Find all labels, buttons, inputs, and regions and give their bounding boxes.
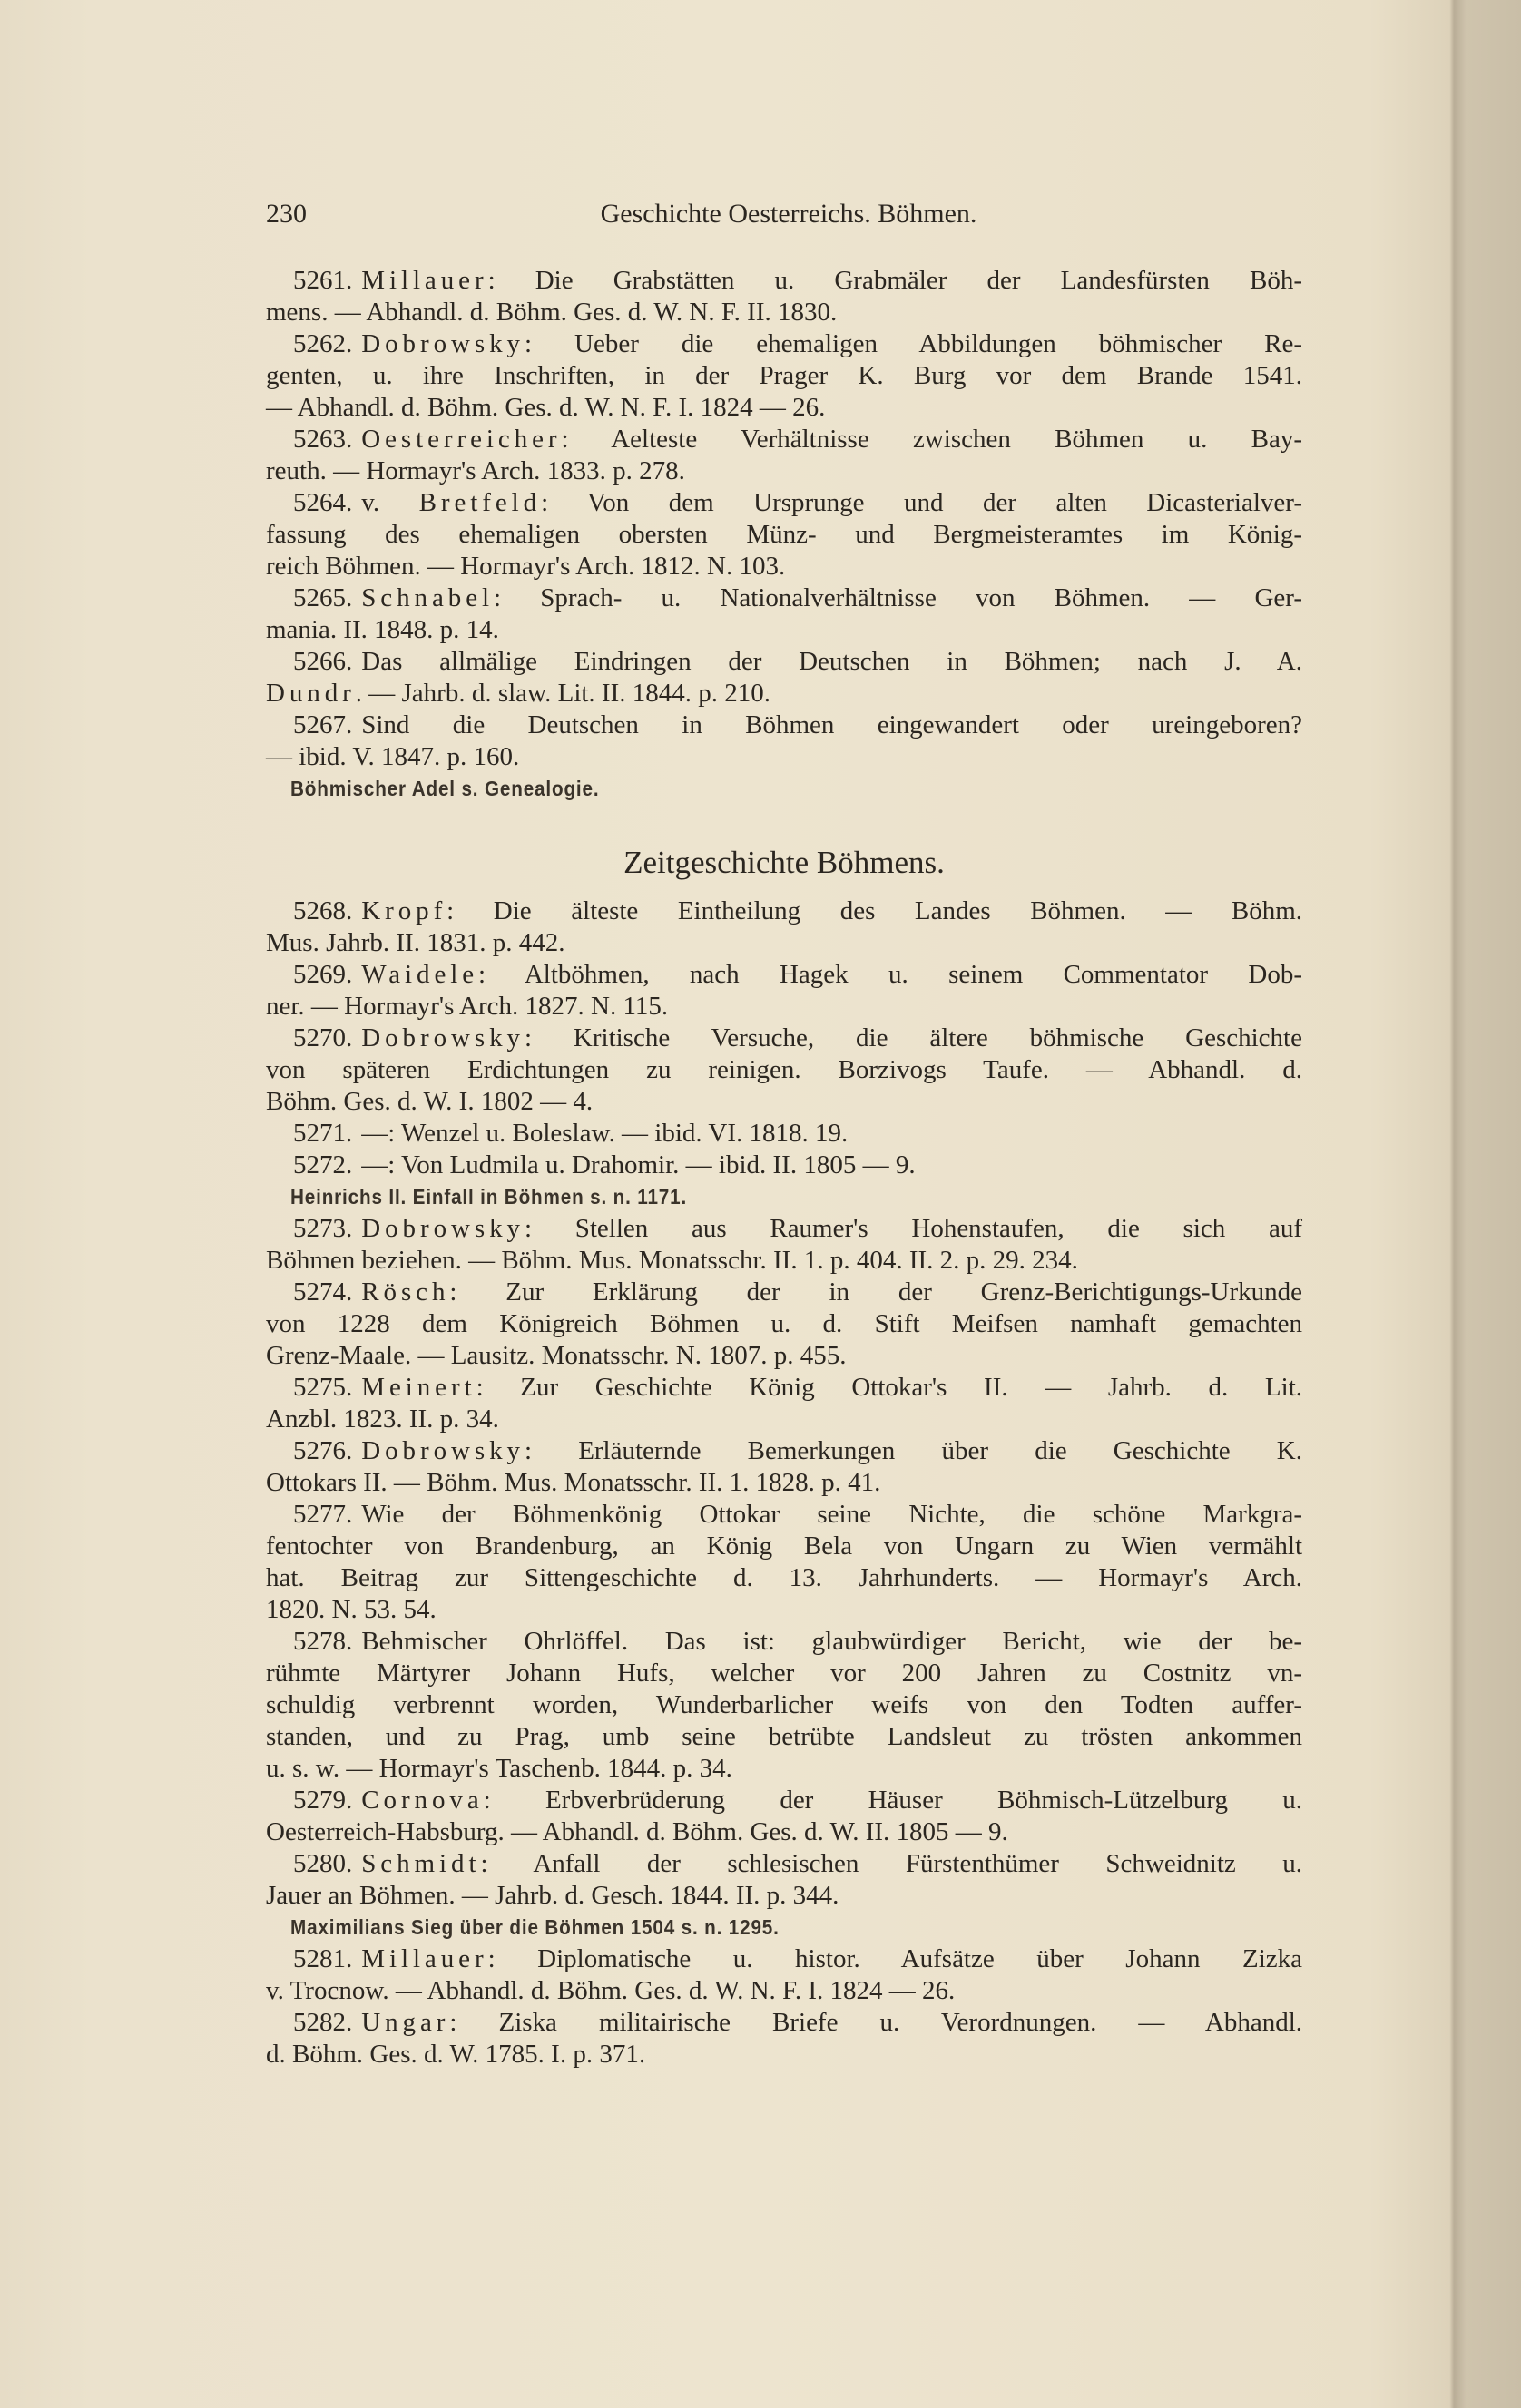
author-name: Schmidt bbox=[361, 1849, 481, 1878]
entry-line bbox=[266, 1404, 1302, 1435]
entry-text: Jauer an Böhmen. — Jahrb. d. Gesch. 1844. II. p. 344. bbox=[266, 1881, 839, 1910]
entry-text: von späteren Erdichtungen zu reinigen. Borzivogs Taufe. — Abhandl. d. bbox=[266, 1055, 1302, 1084]
entry-line bbox=[266, 1340, 1302, 1372]
entry-line bbox=[266, 741, 1302, 773]
author-name: Millauer bbox=[361, 1944, 488, 1973]
entry-text: — ibid. V. 1847. p. 160. bbox=[266, 742, 520, 771]
entry-line bbox=[266, 1054, 1302, 1086]
entry-text: mens. — Abhandl. d. Böhm. Ges. d. W. N. F. II. 1830. bbox=[266, 298, 838, 327]
entry-line bbox=[266, 328, 1302, 360]
entry-line bbox=[266, 710, 1302, 741]
entry-text: : Erbverbrüderung der Häuser Böhmisch-Lützelburg u. bbox=[483, 1786, 1302, 1815]
author-name: Dobrowsky bbox=[361, 1436, 525, 1465]
bibliography-content bbox=[266, 265, 1302, 2070]
bibliography-entry bbox=[266, 896, 1302, 959]
entry-number: 5275. bbox=[293, 1373, 353, 1402]
entry-text: rühmte Märtyrer Johann Hufs, welcher vor 200 Jahren zu Costnitz vn- bbox=[266, 1659, 1302, 1688]
entry-line bbox=[266, 1721, 1302, 1753]
author-name: Kropf bbox=[361, 896, 447, 925]
author-name: Millauer bbox=[361, 266, 488, 295]
entry-text: : Zur Geschichte König Ottokar's II. — Jahrb. d. Lit. bbox=[476, 1373, 1302, 1402]
entry-line bbox=[266, 1023, 1302, 1054]
entry-text: — Abhandl. d. Böhm. Ges. d. W. N. F. I. 1824 — 26. bbox=[266, 393, 826, 422]
entry-text: . — Jahrb. d. slaw. Lit. II. 1844. p. 210. bbox=[355, 679, 770, 708]
entry-text: fentochter von Brandenburg, an König Bela von Ungarn zu Wien vermählt bbox=[266, 1532, 1302, 1561]
entry-line bbox=[266, 1594, 1302, 1626]
entry-line bbox=[266, 2007, 1302, 2039]
entry-line bbox=[266, 1658, 1302, 1689]
entry-line bbox=[266, 1467, 1302, 1499]
entry-line bbox=[266, 1975, 1302, 2007]
entry-number: 5266. bbox=[293, 647, 353, 676]
entry-number: 5277. bbox=[293, 1500, 353, 1529]
entry-line bbox=[266, 1943, 1302, 1975]
entry-text: Anzbl. 1823. II. p. 34. bbox=[266, 1405, 499, 1434]
entry-text: : Ziska militairische Briefe u. Verordnungen. — Abhandl. bbox=[449, 2008, 1302, 2037]
entry-text: : Die älteste Eintheilung des Landes Böhmen. — Böhm. bbox=[446, 896, 1302, 925]
cross-reference-note: Maximilians Sieg über die Böhmen 1504 s. n. 1295. bbox=[290, 1915, 780, 1939]
entry-number: 5282. bbox=[293, 2008, 353, 2037]
entry-line bbox=[266, 959, 1302, 991]
entry-number: 5279. bbox=[293, 1786, 353, 1815]
bibliography-entry bbox=[266, 959, 1302, 1023]
entry-text: mania. II. 1848. p. 14. bbox=[266, 615, 499, 644]
entry-text: Oesterreich-Habsburg. — Abhandl. d. Böhm. Ges. d. W. II. 1805 — 9. bbox=[266, 1817, 1008, 1846]
entry-line bbox=[266, 265, 1302, 297]
entry-text: —: Von Ludmila u. Drahomir. — ibid. II. 1805 — 9. bbox=[361, 1150, 916, 1180]
bibliography-entry bbox=[266, 582, 1302, 646]
author-name: Schnabel bbox=[361, 583, 494, 612]
entry-line bbox=[266, 646, 1302, 678]
entry-line bbox=[266, 1086, 1302, 1118]
entry-text: Grenz-Maale. — Lausitz. Monatsschr. N. 1807. p. 455. bbox=[266, 1341, 847, 1370]
entry-text: Sind die Deutschen in Böhmen eingewandert oder ureingeboren? bbox=[361, 710, 1302, 739]
entry-number: 5273. bbox=[293, 1214, 353, 1243]
entry-text: —: Wenzel u. Boleslaw. — ibid. VI. 1818. 19. bbox=[361, 1119, 849, 1148]
entry-line bbox=[266, 1753, 1302, 1785]
author-name: Bretfeld bbox=[418, 488, 542, 517]
entry-number: 5268. bbox=[293, 896, 353, 925]
entry-text: Behmischer Ohrlöffel. Das ist: glaubwürdiger Bericht, wie der be- bbox=[361, 1627, 1302, 1656]
entry-text: reuth. — Hormayr's Arch. 1833. p. 278. bbox=[266, 456, 685, 485]
entry-text: d. Böhm. Ges. d. W. 1785. I. p. 371. bbox=[266, 2040, 646, 2069]
entry-number: 5265. bbox=[293, 583, 353, 612]
author-name: Ungar bbox=[361, 2008, 450, 2037]
entry-text: : Aelteste Verhältnisse zwischen Böhmen u. Bay- bbox=[561, 425, 1302, 454]
entry-number: 5276. bbox=[293, 1436, 353, 1465]
bibliography-entry bbox=[266, 1372, 1302, 1435]
bibliography-entry bbox=[266, 1118, 1302, 1150]
author-name: Cornova bbox=[361, 1786, 484, 1815]
entry-number: 5267. bbox=[293, 710, 353, 739]
entry-text: : Ueber die ehemaligen Abbildungen böhmischer Re- bbox=[524, 329, 1302, 358]
bibliography-entry bbox=[266, 1626, 1302, 1785]
entry-text: Das allmälige Eindringen der Deutschen in Böhmen; nach J. A. bbox=[361, 647, 1302, 676]
cross-reference-note: Heinrichs II. Einfall in Böhmen s. n. 1171. bbox=[290, 1185, 688, 1209]
entry-text: Böhm. Ges. d. W. I. 1802 — 4. bbox=[266, 1087, 594, 1116]
entry-text: : Sprach- u. Nationalverhältnisse von Böhmen. — Ger- bbox=[494, 583, 1302, 612]
entry-line bbox=[266, 2039, 1302, 2070]
entry-text: 1820. N. 53. 54. bbox=[266, 1595, 437, 1624]
entry-number: 5281. bbox=[293, 1944, 353, 1973]
bibliography-entry bbox=[266, 1277, 1302, 1372]
entry-text: Ottokars II. — Böhm. Mus. Monatsschr. II. 1. 1828. p. 41. bbox=[266, 1468, 881, 1497]
entry-text: : Anfall der schlesischen Fürstenthümer Schweidnitz u. bbox=[480, 1849, 1302, 1878]
entry-number: 5274. bbox=[293, 1277, 353, 1307]
entry-text: standen, und zu Prag, umb seine betrübte Landsleut zu trösten ankommen bbox=[266, 1722, 1302, 1751]
entry-text: : Zur Erklärung der in der Grenz-Berichtigungs-Urkunde bbox=[449, 1277, 1302, 1307]
entry-number: 5262. bbox=[293, 329, 353, 358]
author-name: Oesterreicher bbox=[361, 425, 562, 454]
entry-line bbox=[266, 297, 1302, 328]
bibliography-entry bbox=[266, 646, 1302, 710]
bibliography-entry bbox=[266, 1848, 1302, 1912]
entry-text: : Altböhmen, nach Hagek u. seinem Commentator Dob- bbox=[478, 960, 1302, 989]
author-name: Rösch bbox=[361, 1277, 450, 1307]
entry-line bbox=[266, 1816, 1302, 1848]
bibliography-entry bbox=[266, 265, 1302, 328]
entry-number: 5269. bbox=[293, 960, 353, 989]
entry-line bbox=[266, 1277, 1302, 1308]
entry-line bbox=[266, 678, 1302, 710]
bibliography-entry bbox=[266, 487, 1302, 582]
entry-line bbox=[266, 1245, 1302, 1277]
entry-line bbox=[266, 519, 1302, 551]
entry-line bbox=[266, 896, 1302, 927]
entry-text: : Stellen aus Raumer's Hohenstaufen, die sich auf bbox=[524, 1214, 1302, 1243]
author-name: Dundr bbox=[266, 679, 356, 708]
entry-line bbox=[266, 1531, 1302, 1562]
bibliography-entry bbox=[266, 328, 1302, 424]
entry-line bbox=[266, 1213, 1302, 1245]
author-name: Dobrowsky bbox=[361, 329, 525, 358]
bibliography-entry bbox=[266, 1785, 1302, 1848]
entry-text: : Erläuternde Bemerkungen über die Geschichte K. bbox=[524, 1436, 1302, 1465]
entry-number: 5261. bbox=[293, 266, 353, 295]
author-prefix: v. bbox=[361, 488, 419, 517]
entry-number: 5278. bbox=[293, 1627, 353, 1656]
entry-line bbox=[266, 424, 1302, 455]
entry-text: : Die Grabstätten u. Grabmäler der Landesfürsten Böh- bbox=[487, 266, 1302, 295]
entry-line bbox=[266, 1499, 1302, 1531]
section-heading: Zeitgeschichte Böhmens. bbox=[623, 845, 945, 880]
entry-line bbox=[266, 927, 1302, 959]
bibliography-entry bbox=[266, 1150, 1302, 1181]
entry-line bbox=[266, 1880, 1302, 1912]
author-name: Waidele bbox=[361, 960, 479, 989]
entry-line bbox=[266, 551, 1302, 582]
entry-text: reich Böhmen. — Hormayr's Arch. 1812. N. 103. bbox=[266, 552, 786, 581]
entry-line bbox=[266, 1689, 1302, 1721]
entry-text: ner. — Hormayr's Arch. 1827. N. 115. bbox=[266, 992, 669, 1021]
entry-text: u. s. w. — Hormayr's Taschenb. 1844. p. 34. bbox=[266, 1754, 732, 1783]
entry-line bbox=[266, 360, 1302, 392]
entry-number: 5271. bbox=[293, 1119, 353, 1148]
entry-line bbox=[266, 1562, 1302, 1594]
entry-number: 5270. bbox=[293, 1023, 353, 1052]
author-name: Dobrowsky bbox=[361, 1023, 525, 1052]
entry-line bbox=[266, 392, 1302, 424]
bibliography-entry bbox=[266, 1213, 1302, 1277]
entry-text: : Von dem Ursprunge und der alten Dicasterialver- bbox=[541, 488, 1302, 517]
entry-line bbox=[266, 1150, 1302, 1181]
bibliography-entry bbox=[266, 1499, 1302, 1626]
entry-line bbox=[266, 1308, 1302, 1340]
entry-number: 5272. bbox=[293, 1150, 353, 1180]
entry-line bbox=[266, 614, 1302, 646]
entry-line bbox=[266, 455, 1302, 487]
entry-line bbox=[266, 1626, 1302, 1658]
author-name: Meinert bbox=[361, 1373, 476, 1402]
page-number: 230 bbox=[266, 199, 307, 229]
entry-line bbox=[266, 487, 1302, 519]
cross-reference-note: Böhmischer Adel s. Genealogie. bbox=[290, 777, 600, 800]
bibliography-entry bbox=[266, 1943, 1302, 2007]
entry-text: v. Trocnow. — Abhandl. d. Böhm. Ges. d. W. N. F. I. 1824 — 26. bbox=[266, 1976, 956, 2005]
entry-number: 5280. bbox=[293, 1849, 353, 1878]
bibliography-entry bbox=[266, 1023, 1302, 1118]
author-name: Dobrowsky bbox=[361, 1214, 525, 1243]
bibliography-entry bbox=[266, 710, 1302, 773]
entry-line bbox=[266, 1435, 1302, 1467]
entry-line bbox=[266, 1848, 1302, 1880]
entry-text: Böhmen beziehen. — Böhm. Mus. Monatsschr. II. 1. p. 404. II. 2. p. 29. 234. bbox=[266, 1246, 1078, 1275]
bibliography-entry bbox=[266, 424, 1302, 487]
entry-text: schuldig verbrennt worden, Wunderbarlicher weifs von den Todten auffer- bbox=[266, 1690, 1302, 1719]
entry-line bbox=[266, 1785, 1302, 1816]
entry-text: genten, u. ihre Inschriften, in der Prager K. Burg vor dem Brande 1541. bbox=[266, 361, 1302, 390]
entry-line bbox=[266, 1372, 1302, 1404]
running-title: Geschichte Oesterreichs. Böhmen. bbox=[600, 199, 977, 229]
bibliography-entry bbox=[266, 1435, 1302, 1499]
entry-line bbox=[266, 991, 1302, 1023]
entry-number: 5263. bbox=[293, 425, 353, 454]
entry-text: : Kritische Versuche, die ältere böhmische Geschichte bbox=[524, 1023, 1302, 1052]
page-header bbox=[266, 196, 1302, 232]
entry-text: fassung des ehemaligen obersten Münz- und Bergmeisteramtes im König- bbox=[266, 520, 1302, 549]
entry-number: 5264. bbox=[293, 488, 353, 517]
entry-line bbox=[266, 1118, 1302, 1150]
entry-text: : Diplomatische u. histor. Aufsätze über Johann Zizka bbox=[487, 1944, 1302, 1973]
bibliography-entry bbox=[266, 2007, 1302, 2070]
entry-text: hat. Beitrag zur Sittengeschichte d. 13. Jahrhunderts. — Hormayr's Arch. bbox=[266, 1563, 1302, 1592]
entry-text: Mus. Jahrb. II. 1831. p. 442. bbox=[266, 928, 565, 957]
entry-line bbox=[266, 582, 1302, 614]
entry-text: Wie der Böhmenkönig Ottokar seine Nichte, die schöne Markgra- bbox=[361, 1500, 1302, 1529]
entry-text: von 1228 dem Königreich Böhmen u. d. Stift Meifsen namhaft gemachten bbox=[266, 1309, 1302, 1338]
